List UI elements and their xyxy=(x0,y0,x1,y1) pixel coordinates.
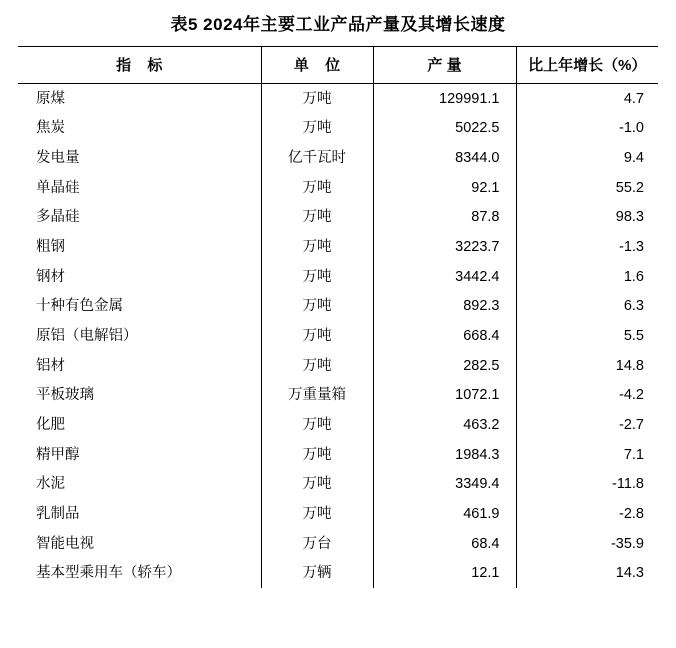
cell-output: 1984.3 xyxy=(373,440,516,470)
table-header-row xyxy=(18,47,658,84)
cell-item: 水泥 xyxy=(18,470,261,500)
cell-unit: 万吨 xyxy=(261,203,373,233)
cell-output: 92.1 xyxy=(373,173,516,203)
cell-growth: -1.3 xyxy=(619,238,644,255)
cell-output: 87.8 xyxy=(373,203,516,233)
table-row xyxy=(18,292,658,322)
cell-output: 68.4 xyxy=(373,529,516,559)
cell-growth: 5.5 xyxy=(623,327,644,344)
cell-unit: 万吨 xyxy=(261,410,373,440)
cell-growth: 98.3 xyxy=(615,209,644,226)
cell-output: 12.1 xyxy=(373,559,516,589)
cell-item: 原煤 xyxy=(18,84,261,114)
table-body xyxy=(18,84,658,589)
column-header-growth: 比上年增长（%） xyxy=(516,47,658,84)
cell-output: 282.5 xyxy=(373,351,516,381)
table-row xyxy=(18,559,658,589)
cell-unit: 万吨 xyxy=(261,232,373,262)
table-row xyxy=(18,470,658,500)
cell-item: 十种有色金属 xyxy=(18,292,261,322)
cell-unit: 万台 xyxy=(261,529,373,559)
page-title: 表5 2024年主要工业产品产量及其增长速度 xyxy=(170,15,506,34)
table-row xyxy=(18,173,658,203)
cell-growth: -4.2 xyxy=(619,387,644,404)
table-row xyxy=(18,232,658,262)
table-row xyxy=(18,410,658,440)
cell-growth: 9.4 xyxy=(623,149,644,166)
cell-growth: -2.8 xyxy=(619,505,644,522)
column-header-unit xyxy=(261,47,373,84)
cell-growth: 4.7 xyxy=(623,90,644,107)
table-row xyxy=(18,143,658,173)
cell-unit: 万吨 xyxy=(261,84,373,114)
cell-unit: 万吨 xyxy=(261,499,373,529)
cell-growth: -1.0 xyxy=(619,120,644,137)
table-row xyxy=(18,114,658,144)
cell-item: 平板玻璃 xyxy=(18,381,261,411)
cell-unit: 万重量箱 xyxy=(261,381,373,411)
table-row xyxy=(18,440,658,470)
cell-item: 钢材 xyxy=(18,262,261,292)
cell-output: 129991.1 xyxy=(373,84,516,114)
cell-unit: 万吨 xyxy=(261,321,373,351)
cell-unit: 万吨 xyxy=(261,292,373,322)
cell-growth: 1.6 xyxy=(623,268,644,285)
table-row xyxy=(18,499,658,529)
cell-output: 3223.7 xyxy=(373,232,516,262)
cell-item: 基本型乘用车（轿车） xyxy=(18,559,261,589)
cell-output: 1072.1 xyxy=(373,381,516,411)
cell-growth: 14.8 xyxy=(615,357,644,374)
table-header xyxy=(18,47,658,84)
cell-output: 3349.4 xyxy=(373,470,516,500)
cell-item: 铝材 xyxy=(18,351,261,381)
cell-unit: 万吨 xyxy=(261,470,373,500)
table-row xyxy=(18,351,658,381)
column-header-item xyxy=(18,47,261,84)
cell-growth: 14.3 xyxy=(615,565,644,582)
cell-unit: 万吨 xyxy=(261,351,373,381)
cell-growth: 55.2 xyxy=(615,179,644,196)
cell-unit: 万吨 xyxy=(261,114,373,144)
cell-item: 粗钢 xyxy=(18,232,261,262)
table-row xyxy=(18,321,658,351)
cell-item: 单晶硅 xyxy=(18,173,261,203)
cell-output: 8344.0 xyxy=(373,143,516,173)
industrial-output-table xyxy=(18,46,658,588)
cell-unit: 万吨 xyxy=(261,173,373,203)
cell-output: 892.3 xyxy=(373,292,516,322)
cell-growth: 6.3 xyxy=(623,298,644,315)
cell-growth: -2.7 xyxy=(619,416,644,433)
cell-growth: 7.1 xyxy=(623,446,644,463)
cell-item: 原铝（电解铝） xyxy=(18,321,261,351)
table-row xyxy=(18,84,658,114)
cell-unit: 万吨 xyxy=(261,262,373,292)
cell-output: 668.4 xyxy=(373,321,516,351)
cell-item: 精甲醇 xyxy=(18,440,261,470)
column-header-output: 产 量 xyxy=(373,47,516,84)
table-row xyxy=(18,203,658,233)
cell-output: 461.9 xyxy=(373,499,516,529)
cell-item: 乳制品 xyxy=(18,499,261,529)
cell-item: 智能电视 xyxy=(18,529,261,559)
cell-output: 463.2 xyxy=(373,410,516,440)
cell-item: 发电量 xyxy=(18,143,261,173)
cell-growth: -35.9 xyxy=(610,535,644,552)
cell-unit: 亿千瓦时 xyxy=(261,143,373,173)
cell-growth: -11.8 xyxy=(612,476,644,493)
cell-item: 化肥 xyxy=(18,410,261,440)
cell-unit: 万辆 xyxy=(261,559,373,589)
cell-output: 3442.4 xyxy=(373,262,516,292)
cell-unit: 万吨 xyxy=(261,440,373,470)
table-row xyxy=(18,262,658,292)
cell-item: 焦炭 xyxy=(18,114,261,144)
column-header-unit-label: 单 位 xyxy=(293,57,347,74)
cell-item: 多晶硅 xyxy=(18,203,261,233)
table-row xyxy=(18,381,658,411)
table-row xyxy=(18,529,658,559)
cell-output: 5022.5 xyxy=(373,114,516,144)
column-header-item-label: 指 标 xyxy=(116,57,169,74)
